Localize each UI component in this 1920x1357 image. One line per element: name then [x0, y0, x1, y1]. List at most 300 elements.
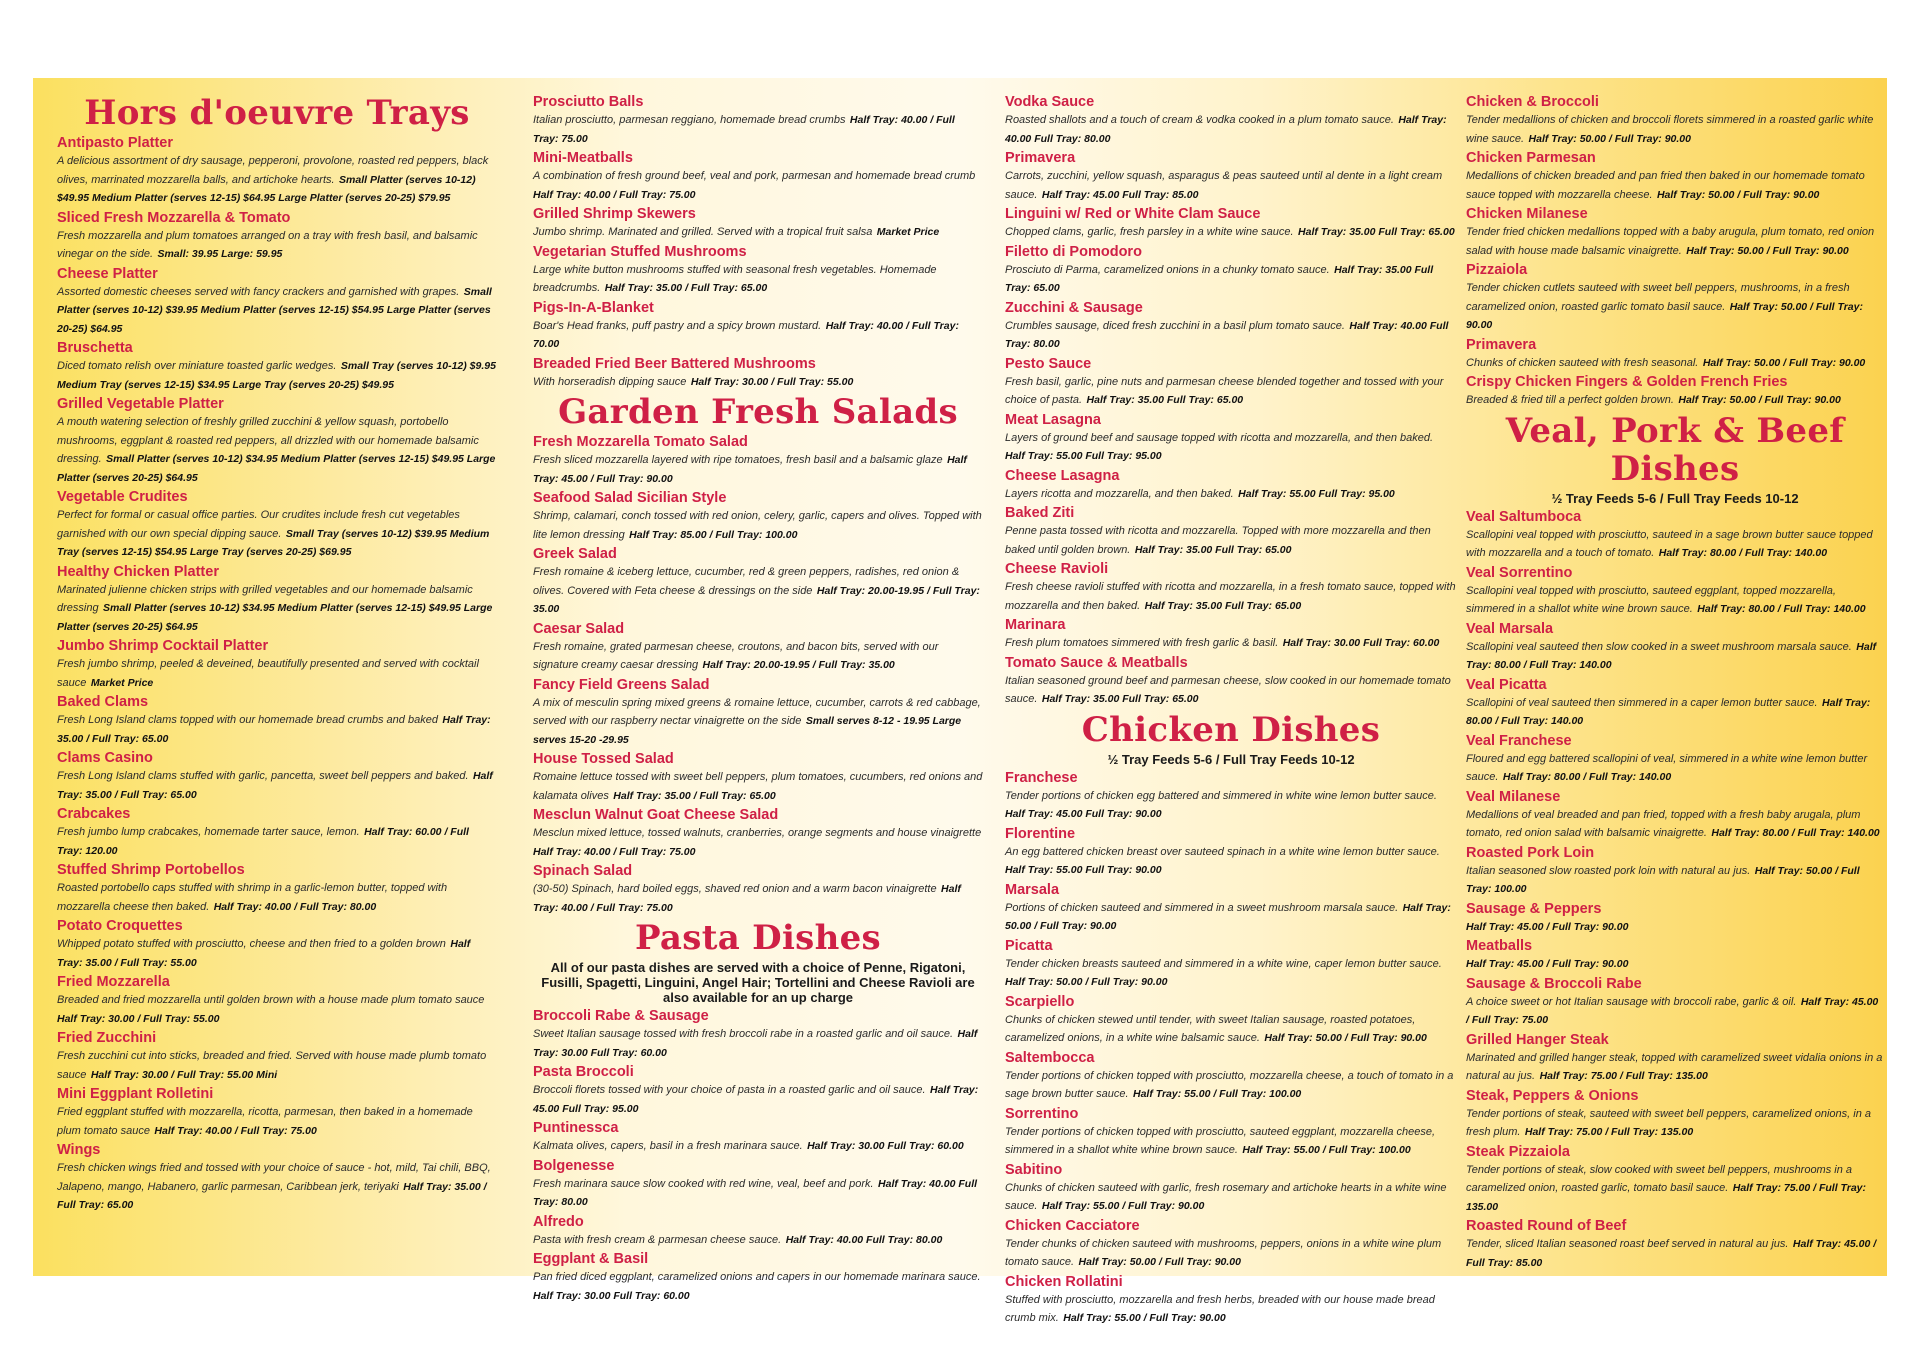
- item-price: Half Tray: 55.00 / Full Tray: 90.00: [1041, 1200, 1205, 1212]
- menu-item: [1466, 565, 1884, 618]
- item-description: Tender portions of steak, sauteed with sweet bell peppers, caramelized onions, in a fresh plum.: [1466, 1107, 1871, 1138]
- menu-item: [57, 1030, 497, 1083]
- menu-item: [533, 300, 983, 353]
- menu-item: [57, 862, 497, 915]
- item-price: Small Tray (serves 10-12) $9.95 Medium Tray (serves 12-15) $34.95 Large Tray (serves 20-25) $49.95: [57, 360, 496, 391]
- menu-item: [1005, 1050, 1457, 1103]
- item-description: Broccoli florets tossed with your choice of pasta in a roasted garlic and oil sauce.: [533, 1084, 926, 1096]
- item-name: Prosciutto Balls: [533, 94, 644, 110]
- item-price: Half Tray: 50.00 / Full Tray: 90.00: [1528, 132, 1691, 145]
- item-price: Half Tray: 50.00 / Full Tray: 90.00: [1702, 356, 1866, 369]
- item-details: [1005, 898, 1457, 935]
- item-description: Jumbo shrimp. Marinated and grilled. Served with a tropical fruit salsa: [533, 226, 873, 238]
- item-description: Fresh romaine, grated parmesan cheese, croutons, and bacon bits, served with our signature creamy caesar dressing: [533, 640, 939, 671]
- item-name: Roasted Pork Loin: [1466, 844, 1595, 861]
- item-description: Kalmata olives, capers, basil in a fresh marinara sauce.: [533, 1140, 803, 1152]
- item-details: [1005, 1066, 1457, 1103]
- item-name: Potato Croquettes: [57, 918, 183, 934]
- menu-item: [533, 751, 983, 804]
- menu-item: [1005, 94, 1457, 147]
- item-name: Jumbo Shrimp Cocktail Platter: [57, 638, 269, 654]
- item-price: Half Tray: 30.00 / Full Tray: 55.00 Mini: [90, 1068, 278, 1081]
- menu-item: [1466, 509, 1884, 562]
- item-description: A mouth watering selection of freshly grilled zucchini & yellow squash, portobello mushrooms, eggplant & roasted red peppers, all drizzled with our homemade balsamic dressing.: [57, 416, 479, 465]
- item-price: Half Tray: 55.00 / Full Tray: 90.00: [1063, 1312, 1226, 1324]
- item-price: Half Tray: 40.00 / Full Tray: 75.00: [533, 114, 955, 145]
- item-details: [1005, 166, 1457, 203]
- item-price: Half Tray: 40.00 Full Tray: 80.00: [785, 1233, 943, 1246]
- item-price: Half Tray: 35.00 / Full Tray: 65.00: [57, 714, 491, 745]
- item-price: Half Tray: 30.00 Full Tray: 60.00: [1282, 637, 1440, 649]
- item-description: Large white button mushrooms stuffed with seasonal fresh vegetables. Homemade breadcrumbs.: [533, 263, 937, 294]
- item-details: [1005, 786, 1457, 823]
- menu-item: [533, 244, 983, 297]
- item-price: Half Tray: 40.00 / Full Tray: 75.00: [533, 845, 696, 858]
- item-name: Healthy Chicken Platter: [57, 563, 219, 580]
- item-description: A mix of mesculin spring mixed greens & romaine lettuce, cucumber, carrots & red cabbage, served with our raspberry nectar vinaigrette on the side: [533, 696, 981, 727]
- item-price: Half Tray: 55.00 Full Tray: 95.00: [1238, 487, 1395, 500]
- menu-item: [1005, 1162, 1457, 1215]
- item-description: Tender chicken cutlets sauteed with sweet bell peppers, mushrooms, in a fresh caramelized onion, roasted garlic tomato basil sauce.: [1466, 282, 1850, 313]
- item-price: Small: 39.95 Large: 59.95: [157, 248, 283, 260]
- item-name: Cheese Platter: [57, 265, 158, 282]
- item-name: Broccoli Rabe & Sausage: [533, 1008, 709, 1024]
- menu-section: [533, 393, 983, 916]
- item-price: Half Tray: 40.00 Full Tray: 80.00: [1005, 319, 1449, 350]
- item-price: Half Tray: 60.00 / Full Tray: 120.00: [57, 826, 469, 857]
- menu-item: [57, 1142, 497, 1214]
- item-price: Half Tray: 50.00 / Full Tray: 90.00: [1264, 1032, 1427, 1044]
- menu-item: [57, 806, 497, 859]
- item-description: Chunks of chicken stewed until tender, with sweet Italian sausage, roasted potatoes, caramelized onions, in a white wine balsamic sauce.: [1005, 1013, 1416, 1044]
- menu-item: [533, 356, 983, 391]
- item-name: Grilled Hanger Steak: [1466, 1031, 1609, 1048]
- menu-section: [1466, 94, 1884, 409]
- item-details: [533, 767, 983, 804]
- item-details: [533, 1267, 983, 1304]
- item-description: Chunks of chicken sauteed with fresh seasonal.: [1466, 356, 1699, 369]
- menu-item: [57, 266, 497, 338]
- menu-section: [533, 94, 983, 390]
- menu-item: [533, 863, 983, 916]
- item-name: Spinach Salad: [533, 863, 633, 879]
- item-name: Veal Saltumboca: [1466, 508, 1582, 525]
- item-name: Sliced Fresh Mozzarella & Tomato: [57, 209, 291, 226]
- item-price: Small Tray (serves 10-12) $39.95 Medium Tray (serves 12-15) $54.95 Large Tray (serves 20-25) $69.95: [57, 527, 490, 558]
- item-name: Pizzaiola: [1466, 262, 1528, 278]
- item-description: Fried eggplant stuffed with mozzarella, ricotta, parmesan, then baked in a homemade plum tomato sauce: [57, 1106, 473, 1137]
- item-description: Fresh romaine & iceberg lettuce, cucumber, red & green peppers, radishes, red onion & olives. Covered with Feta cheese & dressings on the side: [533, 566, 960, 597]
- item-details: [57, 282, 497, 338]
- item-details: [57, 766, 497, 803]
- menu-item: [533, 94, 983, 147]
- item-description: Tender portions of chicken egg battered and simmered in white wine lemon butter sauce.: [1005, 789, 1437, 802]
- menu-item: [533, 677, 983, 749]
- menu-column-3: [1005, 94, 1457, 1330]
- item-name: Chicken Rollatini: [1005, 1273, 1123, 1290]
- item-description: Fresh chicken wings fried and tossed with your choice of sauce - hot, mild, Tai chili, BBQ, Jalapeno, mango, Habanero, garlic parmesan, Caribbean jerk, teriyaki: [57, 1162, 491, 1193]
- menu-item: [1005, 655, 1457, 708]
- item-description: Romaine lettuce tossed with sweet bell peppers, plum tomatoes, cucumbers, red onions and kalamata olives: [533, 771, 983, 802]
- menu-column-4: [1466, 94, 1884, 1274]
- item-details: [1466, 1048, 1884, 1085]
- menu-section: [57, 94, 497, 1214]
- item-details: [533, 260, 983, 297]
- item-description: Medallions of chicken breaded and pan fried then baked in our homemade tomato sauce topped with mozzarella cheese.: [1466, 170, 1865, 201]
- item-details: [533, 879, 983, 916]
- menu-item: [1005, 412, 1457, 465]
- menu-item: [1466, 150, 1884, 203]
- item-price: Half Tray: 45.00 / Full Tray: 90.00: [1466, 958, 1629, 970]
- item-description: Crumbles sausage, diced fresh zucchini in a basil plum tomato sauce.: [1005, 319, 1345, 332]
- item-details: [1466, 110, 1884, 147]
- section-title: Hors d'oeuvre Trays: [84, 93, 470, 133]
- item-details: [1005, 316, 1457, 353]
- item-name: Saltembocca: [1005, 1049, 1095, 1066]
- item-details: [533, 450, 983, 487]
- item-description: Fresh zucchini cut into sticks, breaded and fried. Served with house made plumb tomato sauce: [57, 1050, 487, 1081]
- item-price: Half Tray: 45.00 / Full Tray: 90.00: [533, 454, 967, 485]
- item-details: [1005, 372, 1457, 409]
- item-price: Half Tray: 30.00 / Full Tray: 55.00: [690, 375, 854, 388]
- menu-column-2: [533, 94, 983, 1307]
- item-details: [1466, 278, 1884, 334]
- item-details: [1466, 390, 1884, 409]
- item-price: Half Tray: 50.00 / Full Tray: 90.00: [1005, 976, 1168, 988]
- item-price: Half Tray: 35.00 Full Tray: 65.00: [1041, 693, 1199, 705]
- item-description: Marinated and grilled hanger steak, topped with caramelized sweet vidalia onions in a natural au jus.: [1466, 1051, 1883, 1082]
- item-name: Sabitino: [1005, 1161, 1063, 1178]
- item-description: Fresh jumbo shrimp, peeled & deveined, beautifully presented and served with cocktail sauce: [57, 658, 479, 689]
- item-price: Half Tray: 50.00 / Full Tray: 100.00: [1466, 864, 1860, 895]
- item-description: Pasta with fresh cream & parmesan cheese sauce.: [533, 1233, 782, 1246]
- item-details: [1466, 954, 1884, 973]
- item-name: Veal Marsala: [1466, 620, 1554, 637]
- item-price: Half Tray: 80.00 / Full Tray: 140.00: [1711, 827, 1880, 839]
- item-name: Pasta Broccoli: [533, 1064, 634, 1080]
- menu-item: [1005, 561, 1457, 614]
- menu-item: [1005, 1218, 1457, 1271]
- item-details: [1466, 693, 1884, 730]
- item-price: Half Tray: 50.00 / Full Tray: 90.00: [1005, 901, 1451, 932]
- item-description: Portions of chicken sauteed and simmered in a sweet mushroom marsala sauce.: [1005, 901, 1399, 914]
- item-description: Scallopini veal topped with prosciutto, sauteed eggplant, topped mozzarella, simmered in a shallot white wine brown sauce.: [1466, 584, 1836, 615]
- item-details: [1466, 805, 1884, 842]
- item-details: [1466, 861, 1884, 898]
- item-name: Crabcakes: [57, 806, 131, 822]
- item-description: Sweet Italian sausage tossed with fresh broccoli rabe in a roasted garlic and oil sauce.: [533, 1028, 954, 1040]
- item-description: Boar's Head franks, puff pastry and a spicy brown mustard.: [533, 319, 822, 332]
- item-description: Marinated julienne chicken strips with grilled vegetables and our homemade balsamic dressing: [57, 583, 473, 614]
- item-price: Half Tray: 35.00 Full Tray: 65.00: [1134, 543, 1292, 556]
- menu-item: [57, 918, 497, 971]
- menu-item: [1466, 262, 1884, 334]
- item-name: Bolgenesse: [533, 1157, 615, 1174]
- item-name: Pigs-In-A-Blanket: [533, 299, 654, 316]
- item-details: [1466, 637, 1884, 674]
- item-name: Steak, Peppers & Onions: [1466, 1087, 1639, 1104]
- item-description: Italian seasoned ground beef and parmesan cheese, slow cooked in our homemade tomato sauce.: [1005, 674, 1451, 705]
- item-details: [57, 580, 497, 636]
- item-price: Half Tray: 40.00 Full Tray: 80.00: [533, 1177, 978, 1208]
- item-name: Vodka Sauce: [1005, 94, 1095, 110]
- item-price: Half Tray: 35.00 Full Tray: 65.00: [1086, 394, 1244, 406]
- menu-item: [1466, 94, 1884, 147]
- item-price: Half Tray: 55.00 / Full Tray: 100.00: [1132, 1088, 1302, 1100]
- item-price: Half Tray: 80.00 / Full Tray: 140.00: [1466, 696, 1871, 727]
- item-details: [533, 823, 983, 860]
- item-description: Fresh cheese ravioli stuffed with ricotta and mozzarella, in a fresh tomato sauce, topped with mozzarella and then baked.: [1005, 581, 1456, 612]
- item-price: Half Tray: 35.00 / Full Tray: 65.00: [57, 770, 493, 801]
- item-details: [57, 654, 497, 691]
- item-description: Layers of ground beef and sausage topped with ricotta and mozzarella, and then baked.: [1005, 431, 1434, 444]
- menu-item: [1466, 337, 1884, 372]
- menu-page: [33, 78, 1887, 1324]
- item-name: Fried Zucchini: [57, 1030, 157, 1046]
- item-price: Half Tray: 35.00 / Full Tray: 65.00: [57, 1180, 487, 1211]
- item-price: Half Tray: 80.00 / Full Tray: 140.00: [1502, 771, 1672, 783]
- item-details: [57, 505, 497, 561]
- menu-item: [1005, 505, 1457, 558]
- menu-item: [1466, 677, 1884, 730]
- item-name: Sausage & Peppers: [1466, 900, 1602, 917]
- item-description: Carrots, zucchini, yellow squash, asparagus & peas sauteed until al dente in a light cream sauce.: [1005, 170, 1443, 201]
- menu-item: [57, 210, 497, 263]
- item-description: Tender medallions of chicken and broccoli florets simmered in a roasted garlic white wine sauce.: [1466, 114, 1874, 145]
- item-price: Half Tray: 40.00 / Full Tray: 75.00: [533, 883, 961, 914]
- item-details: [533, 1024, 983, 1061]
- item-description: Fresh jumbo lump crabcakes, homemade tarter sauce, lemon.: [57, 826, 360, 838]
- item-description: Penne pasta tossed with ricotta and mozzarella. Topped with more mozzarella and then baked until golden brown.: [1005, 525, 1431, 556]
- item-details: [1466, 1234, 1884, 1271]
- menu-item: [533, 1120, 983, 1155]
- menu-item: [533, 434, 983, 487]
- item-name: Sorrentino: [1005, 1105, 1079, 1122]
- section-note: ½ Tray Feeds 5-6 / Full Tray Feeds 10-12: [1107, 751, 1355, 767]
- item-description: Pan fried diced eggplant, caramelized onions and capers in our homemade marinara sauce.: [533, 1271, 981, 1283]
- menu-item: [57, 974, 497, 1027]
- item-price: Half Tray: 80.00 / Full Tray: 140.00: [1658, 547, 1828, 559]
- menu-item: [57, 340, 497, 393]
- item-description: Tender chicken breasts sauteed and simmered in a white wine, caper lemon butter sauce.: [1005, 957, 1442, 970]
- item-name: Baked Ziti: [1005, 505, 1075, 521]
- menu-item: [533, 1158, 983, 1211]
- menu-item: [533, 1064, 983, 1117]
- menu-item: [533, 490, 983, 543]
- item-name: Filetto di Pomodoro: [1005, 243, 1142, 260]
- section-title: Pasta Dishes: [634, 918, 882, 958]
- item-price: Half Tray: 55.00 Full Tray: 90.00: [1005, 864, 1162, 876]
- item-name: Chicken Milanese: [1466, 206, 1588, 222]
- item-details: [57, 151, 497, 207]
- menu-section: [1005, 711, 1457, 1327]
- item-name: Cheese Ravioli: [1005, 561, 1109, 577]
- item-details: [57, 934, 497, 971]
- item-details: [533, 637, 983, 674]
- item-price: Half Tray: 30.00 / Full Tray: 55.00: [57, 1012, 220, 1025]
- item-price: Half Tray: 35.00 / Full Tray: 65.00: [604, 282, 768, 294]
- item-price: Half Tray: 40.00 / Full Tray: 75.00: [154, 1124, 317, 1137]
- item-details: [57, 412, 497, 486]
- item-description: Whipped potato stuffed with prosciutto, cheese and then fried to a golden brown: [57, 938, 446, 950]
- menu-item: [533, 206, 983, 241]
- item-name: Zucchini & Sausage: [1005, 299, 1143, 316]
- item-price: Half Tray: 30.00 Full Tray: 60.00: [533, 1289, 690, 1302]
- item-description: Diced tomato relish over miniature toasted garlic wedges.: [57, 360, 337, 372]
- item-name: Veal Picatta: [1466, 676, 1547, 693]
- item-name: Chicken & Broccoli: [1466, 94, 1599, 110]
- item-name: House Tossed Salad: [533, 751, 674, 767]
- item-price: Small Platter (serves 10-12) $34.95 Medium Platter (serves 12-15) $49.95 Large Platter (serves 20-25) $64.95: [57, 602, 493, 633]
- item-description: Tender chunks of chicken sauteed with mushrooms, peppers, onions in a white wine plum tomato sauce.: [1005, 1237, 1442, 1268]
- item-details: [57, 226, 497, 263]
- menu-item: [1466, 901, 1884, 936]
- menu-item: [1005, 938, 1457, 991]
- item-price: Half Tray: 45.00 / Full Tray: 75.00: [1466, 995, 1879, 1026]
- item-description: Fresh Long Island clams stuffed with garlic, pancetta, sweet bell peppers and baked.: [57, 770, 469, 782]
- item-details: [533, 506, 983, 543]
- item-description: Fresh sliced mozzarella layered with ripe tomatoes, fresh basil and a balsamic glaze: [533, 454, 943, 466]
- item-details: [533, 166, 983, 203]
- item-price: Half Tray: 35.00 / Full Tray: 65.00: [613, 789, 776, 802]
- menu-item: [533, 150, 983, 203]
- item-price: Half Tray: 50.00 / Full Tray: 90.00: [1466, 300, 1863, 331]
- menu-column-1: [57, 94, 497, 1217]
- item-description: Fresh Long Island clams topped with our homemade bread crumbs and baked: [57, 714, 438, 726]
- item-name: Caesar Salad: [533, 620, 625, 637]
- item-description: Chunks of chicken sauteed with garlic, fresh rosemary and artichoke hearts in a white wine sauce.: [1005, 1181, 1447, 1212]
- item-description: Roasted shallots and a touch of cream & vodka cooked in a plum tomato sauce.: [1005, 114, 1394, 126]
- item-price: Small Platter (serves 10-12) $49.95 Medium Platter (serves 12-15) $64.95 Large Platter (serves 20-25) $79.95: [57, 173, 476, 204]
- item-name: Meat Lasagna: [1005, 411, 1101, 428]
- item-name: Steak Pizzaiola: [1466, 1143, 1570, 1160]
- item-details: [1005, 577, 1457, 614]
- item-description: Fresh plum tomatoes simmered with fresh garlic & basil.: [1005, 637, 1279, 649]
- menu-item: [1005, 150, 1457, 203]
- item-description: A combination of fresh ground beef, veal and pork, parmesan and homemade bread crumb: [533, 170, 976, 182]
- item-price: Half Tray: 30.00 Full Tray: 60.00: [533, 1028, 978, 1059]
- menu-item: [1466, 206, 1884, 259]
- item-description: Tender portions of chicken topped with prosciutto, sauteed eggplant, mozzarella cheese, simmered in a shallot white whine brown sauce.: [1005, 1125, 1436, 1156]
- item-price: Small Platter (serves 10-12) $34.95 Medium Platter (serves 12-15) $49.95 Large Platter (serves 20-25) $64.95: [57, 453, 496, 484]
- menu-item: [1466, 976, 1884, 1029]
- menu-item: [1005, 617, 1457, 652]
- item-name: Veal Milanese: [1466, 788, 1561, 805]
- item-price: Market Price: [876, 226, 940, 238]
- item-name: Clams Casino: [57, 750, 153, 766]
- item-description: Breaded & fried till a perfect golden brown.: [1466, 394, 1674, 406]
- item-price: Half Tray: 80.00 / Full Tray: 140.00: [1697, 603, 1866, 615]
- item-details: [1466, 1104, 1884, 1141]
- item-name: Stuffed Shrimp Portobellos: [57, 862, 245, 878]
- item-price: Half Tray: 35.00 Full Tray: 65.00: [1005, 263, 1434, 294]
- item-description: Scallopini veal topped with prosciutto, sauteed in a sage brown butter sauce topped with mozzarella and a touch of tomato.: [1466, 528, 1873, 559]
- item-description: A delicious assortment of dry sausage, pepperoni, provolone, roasted red peppers, black olives, marrinated mozzarella balls, and artichoke hearts.: [57, 155, 489, 186]
- item-details: [1005, 484, 1457, 503]
- item-details: [533, 372, 983, 391]
- item-description: Fresh marinara sauce slow cooked with red wine, veal, beef and pork.: [533, 1177, 874, 1190]
- item-price: Small Platter (serves 10-12) $39.95 Medium Platter (serves 12-15) $54.95 Large Platter (serves 20-25) $64.95: [57, 285, 492, 335]
- menu-item: [1466, 1088, 1884, 1141]
- item-price: Half Tray: 50.00 / Full Tray: 90.00: [1678, 394, 1841, 406]
- item-details: [1466, 353, 1884, 372]
- item-description: With horseradish dipping sauce: [533, 375, 687, 388]
- item-description: Scallopini veal sauteed then slow cooked in a sweet mushroom marsala sauce.: [1466, 640, 1852, 653]
- item-details: [533, 1136, 983, 1155]
- menu-item: [1005, 1274, 1457, 1327]
- item-description: Prosciuto di Parma, caramelized onions in a chunky tomato sauce.: [1005, 263, 1330, 276]
- menu-item: [1005, 1106, 1457, 1159]
- item-details: [1005, 633, 1457, 652]
- item-price: Half Tray: 20.00-19.95 / Full Tray: 35.00: [533, 584, 980, 615]
- item-name: Linguini w/ Red or White Clam Sauce: [1005, 206, 1261, 222]
- menu-item: [1005, 300, 1457, 353]
- item-price: Half Tray: 50.00 / Full Tray: 90.00: [1078, 1256, 1241, 1268]
- item-details: [57, 878, 497, 915]
- item-name: Cheese Lasagna: [1005, 467, 1120, 484]
- item-name: Alfredo: [533, 1213, 584, 1230]
- item-description: Roasted portobello caps stuffed with shrimp in a garlic-lemon butter, topped with mozzarella cheese then baked.: [57, 882, 448, 913]
- item-price: Half Tray: 20.00-19.95 / Full Tray: 35.00: [702, 659, 895, 671]
- menu-item: [57, 135, 497, 207]
- item-details: [1005, 428, 1457, 465]
- menu-item: [533, 1008, 983, 1061]
- item-details: [533, 1230, 983, 1249]
- item-name: Franchese: [1005, 769, 1078, 786]
- item-price: Half Tray: 35.00 / Full Tray: 55.00: [57, 938, 471, 969]
- item-name: Mesclun Walnut Goat Cheese Salad: [533, 807, 779, 823]
- item-price: Half Tray: 40.00 / Full Tray: 70.00: [533, 319, 959, 350]
- menu-item: [533, 1214, 983, 1249]
- menu-section: [1466, 412, 1884, 1272]
- item-price: Half Tray: 45.00 / Full Tray: 85.00: [1466, 1238, 1877, 1269]
- item-description: Fresh basil, garlic, pine nuts and parmesan cheese blended together and tossed with your choice of pasta.: [1005, 375, 1444, 406]
- section-title: Garden Fresh Salads: [558, 392, 958, 432]
- item-name: Chicken Parmesan: [1466, 150, 1596, 166]
- menu-item: [1005, 882, 1457, 935]
- section-note: ½ Tray Feeds 5-6 / Full Tray Feeds 10-12: [1551, 490, 1799, 506]
- item-price: Half Tray: 50.00 / Full Tray: 90.00: [1686, 244, 1849, 257]
- item-name: Crispy Chicken Fingers & Golden French Fries: [1466, 374, 1788, 390]
- item-description: Assorted domestic cheeses served with fancy crackers and garnished with grapes.: [57, 285, 460, 298]
- item-name: Roasted Round of Beef: [1466, 1218, 1627, 1234]
- item-name: Grilled Vegetable Platter: [57, 396, 224, 412]
- item-name: Vegetarian Stuffed Mushrooms: [533, 243, 747, 260]
- item-details: [1005, 671, 1457, 708]
- menu-item: [533, 1251, 983, 1304]
- item-description: Shrimp, calamari, conch tossed with red onion, celery, garlic, capers and olives. Topped with lite lemon dressing: [533, 510, 982, 541]
- item-description: (30-50) Spinach, hard boiled eggs, shaved red onion and a warm bacon vinaigrette: [533, 883, 937, 895]
- item-name: Picatta: [1005, 937, 1053, 954]
- menu-item: [1466, 374, 1884, 409]
- item-details: [533, 316, 983, 353]
- menu-item: [1005, 468, 1457, 503]
- item-name: Vegetable Crudites: [57, 489, 188, 505]
- item-details: [57, 1102, 497, 1139]
- menu-item: [533, 621, 983, 674]
- item-name: Florentine: [1005, 825, 1076, 842]
- item-details: [1466, 1160, 1884, 1216]
- item-description: Floured and egg battered scallopini of veal, simmered in a white wine lemon butter sauce.: [1466, 752, 1868, 783]
- item-price: Half Tray: 40.00 / Full Tray: 80.00: [213, 900, 377, 913]
- item-details: [1466, 525, 1884, 562]
- item-price: Half Tray: 40.00 Full Tray: 80.00: [1005, 114, 1447, 145]
- item-details: [533, 110, 983, 147]
- item-price: Small serves 8-12 - 19.95 Large serves 15-20 -29.95: [533, 715, 962, 746]
- item-price: Half Tray: 35.00 Full Tray: 65.00: [1144, 599, 1302, 612]
- item-price: Market Price: [90, 676, 154, 689]
- section-title: Veal, Pork & Beef Dishes: [1505, 410, 1845, 489]
